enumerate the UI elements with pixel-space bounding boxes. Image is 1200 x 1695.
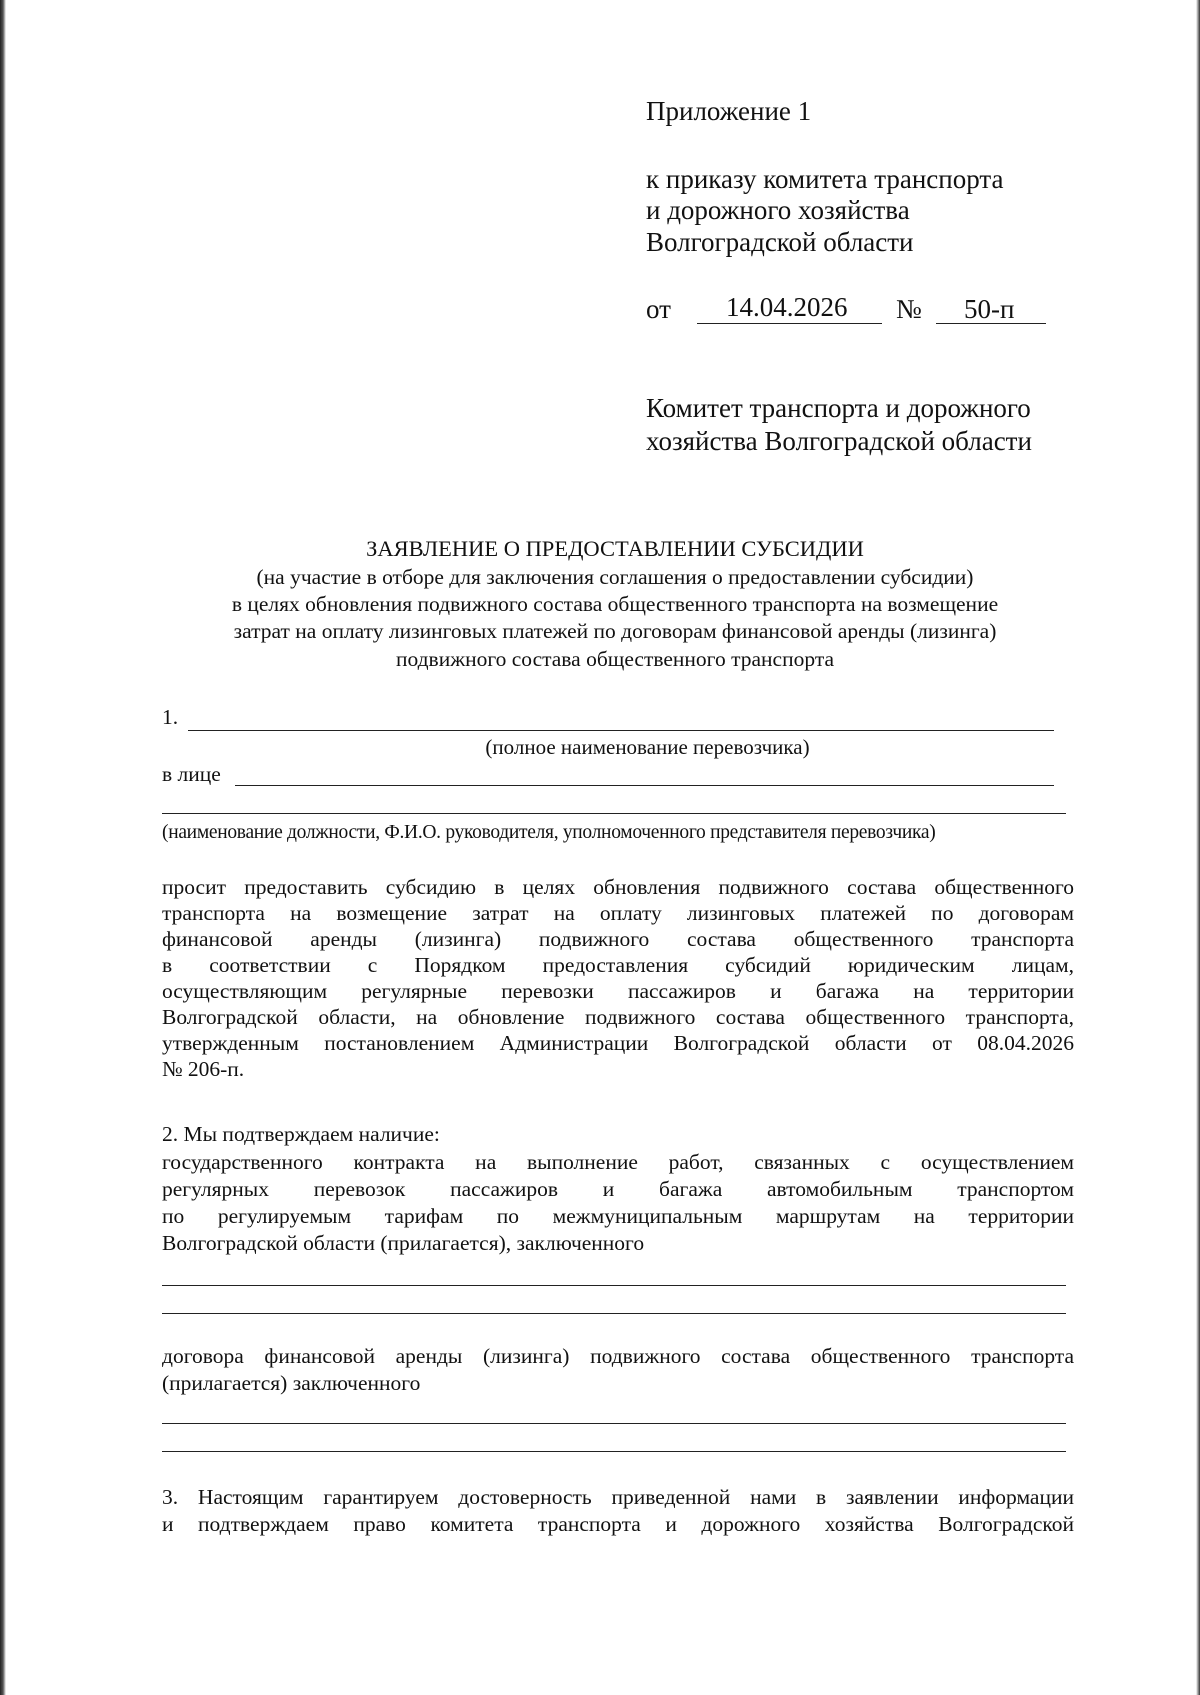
request-line-7: утвержденным постановлением Администрации Волгоградской области от 08.04.2026 bbox=[162, 1031, 1074, 1055]
leasing-line-2: (прилагается) заключенного bbox=[162, 1371, 421, 1395]
appendix-title: Приложение 1 bbox=[646, 96, 812, 126]
in-person-label: в лице bbox=[162, 762, 221, 786]
title-line-1: (на участие в отборе для заключения соглашения о предоставлении субсидии) bbox=[256, 565, 974, 589]
addressee-line-2: хозяйства Волгоградской области bbox=[646, 426, 1032, 456]
title-line-3: затрат на оплату лизинговых платежей по договорам финансовой аренды (лизинга) bbox=[233, 619, 997, 643]
leasing-blank-line-1 bbox=[162, 1423, 1066, 1424]
section-3-line-1: 3. Настоящим гарантируем достоверность приведенной нами в заявлении информации bbox=[162, 1485, 1074, 1509]
leasing-blank-line-2 bbox=[162, 1451, 1066, 1452]
carrier-name-caption: (полное наименование перевозчика) bbox=[485, 735, 810, 759]
title-line-2: в целях обновления подвижного состава общественного транспорта на возмещение bbox=[231, 592, 999, 616]
representative-caption: (наименование должности, Ф.И.О. руководителя, уполномоченного представителя перевозчика) bbox=[162, 822, 936, 843]
addressee-line-1: Комитет транспорта и дорожного bbox=[646, 393, 1031, 423]
order-ref-line-3: Волгоградской области bbox=[646, 227, 914, 257]
contract-blank-line-1 bbox=[162, 1285, 1066, 1286]
scan-edge-left bbox=[0, 0, 6, 1695]
section-2-heading: 2. Мы подтверждаем наличие: bbox=[162, 1122, 440, 1146]
order-number: 50-п bbox=[964, 294, 1015, 324]
request-line-6: Волгоградской области, на обновление подвижного состава общественного транспорта, bbox=[162, 1005, 1074, 1029]
scan-edge-right bbox=[1196, 0, 1200, 1695]
request-line-2: транспорта на возмещение затрат на оплату лизинговых платежей по договорам bbox=[162, 901, 1074, 925]
title-line-4: подвижного состава общественного транспорта bbox=[395, 647, 835, 671]
number-underline bbox=[936, 323, 1046, 324]
request-line-8: № 206-п. bbox=[162, 1057, 245, 1081]
date-underline bbox=[697, 323, 882, 324]
date-prefix: от bbox=[646, 294, 671, 324]
representative-line bbox=[162, 813, 1066, 814]
order-ref-line-2: и дорожного хозяйства bbox=[646, 195, 910, 225]
contract-line-3: по регулируемым тарифам по межмуниципальным маршрутам на территории bbox=[162, 1204, 1074, 1228]
order-ref-line-1: к приказу комитета транспорта bbox=[646, 164, 1004, 194]
leasing-line-1: договора финансовой аренды (лизинга) подвижного состава общественного транспорта bbox=[162, 1344, 1074, 1368]
number-sign: № bbox=[896, 294, 922, 324]
contract-line-1: государственного контракта на выполнение работ, связанных с осуществлением bbox=[162, 1150, 1074, 1174]
order-date: 14.04.2026 bbox=[726, 292, 848, 322]
request-line-1: просит предоставить субсидию в целях обновления подвижного состава общественного bbox=[162, 875, 1074, 899]
carrier-name-line bbox=[188, 730, 1054, 731]
section-1-number: 1. bbox=[162, 705, 179, 729]
contract-blank-line-2 bbox=[162, 1313, 1066, 1314]
document-title: ЗАЯВЛЕНИЕ О ПРЕДОСТАВЛЕНИИ СУБСИДИИ bbox=[366, 536, 864, 561]
contract-line-2: регулярных перевозок пассажиров и багажа автомобильным транспортом bbox=[162, 1177, 1074, 1201]
request-line-3: финансовой аренды (лизинга) подвижного состава общественного транспорта bbox=[162, 927, 1074, 951]
contract-line-4: Волгоградской области (прилагается), заключенного bbox=[162, 1231, 645, 1255]
request-line-4: в соответствии с Порядком предоставления субсидий юридическим лицам, bbox=[162, 953, 1074, 977]
request-line-5: осуществляющим регулярные перевозки пассажиров и багажа на территории bbox=[162, 979, 1074, 1003]
in-person-line bbox=[235, 785, 1054, 786]
section-3-line-2: и подтверждаем право комитета транспорта и дорожного хозяйства Волгоградской bbox=[162, 1512, 1074, 1536]
